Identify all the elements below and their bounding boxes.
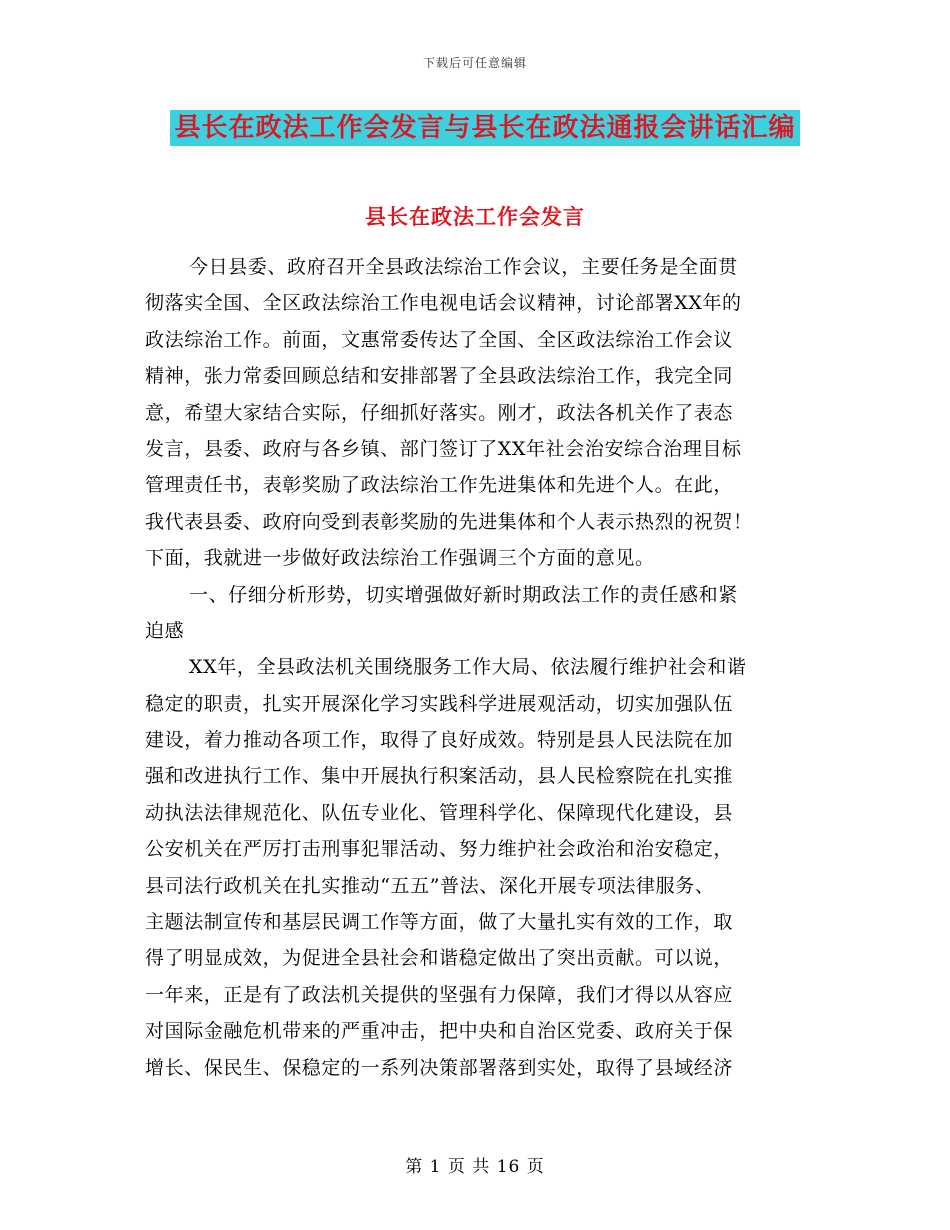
paragraph-line: 管理责任书，表彰奖励了政法综治工作先进集体和先进个人。在此， [145,474,734,497]
paragraph-line: 强和改进执行工作、集中开展执行积案活动，县人民检察院在扎实推 [145,765,734,788]
paragraph-line: 意，希望大家结合实际，仔细抓好落实。刚才，政法各机关作了表态 [145,401,734,424]
section-heading-line: 一、仔细分析形势，切实增强做好新时期政法工作的责任感和紧 [189,583,738,606]
paragraph-line: 增长、保民生、保稳定的一系列决策部署落到实处，取得了县域经济 [145,1056,734,1079]
paragraph-line: 下面，我就进一步做好政法综治工作强调三个方面的意见。 [145,547,655,570]
paragraph-line: XX年，全县政法机关围绕服务工作大局、依法履行维护社会和谐 [189,656,747,679]
body-text [145,249,800,1086]
paragraph-line: 一年来，正是有了政法机关提供的坚强有力保障，我们才得以从容应 [145,983,734,1006]
paragraph-line: 彻落实全国、全区政法综治工作电视电话会议精神，讨论部署XX年的 [145,292,742,315]
paragraph-line: 县司法行政机关在扎实推动“五五”普法、深化开展专项法律服务、 [145,874,715,897]
paragraph-line: 主题法制宣传和基层民调工作等方面，做了大量扎实有效的工作，取 [145,911,734,934]
paragraph-line: 今日县委、政府召开全县政法综治工作会议，主要任务是全面贯 [189,256,738,278]
paragraph-line: 政法综治工作。前面，文惠常委传达了全国、全区政法综治工作会议 [145,328,734,351]
section-heading-line: 迫感 [145,619,185,642]
paragraph-line: 对国际金融危机带来的严重冲击，把中央和自治区党委、政府关于保 [145,1020,734,1043]
page-number-footer: 第 1 页 共 16 页 [405,1157,545,1177]
main-title-container [0,110,950,146]
paragraph-line: 建设，着力推动各项工作，取得了良好成效。特别是县人民法院在加 [145,729,734,752]
paragraph-line: 稳定的职责，扎实开展深化学习实践科学进展观活动，切实加强队伍 [145,692,734,715]
paragraph-line: 动执法法律规范化、队伍专业化、管理科学化、保障现代化建设，县 [145,801,734,824]
paragraph-line: 发言，县委、政府与各乡镇、部门签订了XX年社会治安综合治理目标 [145,437,742,460]
sub-title: 县长在政法工作会发言 [365,204,585,229]
paragraph-line: 得了明显成效，为促进全县社会和谐稳定做出了突出贡献。可以说， [145,947,734,970]
paragraph-line: 公安机关在严厉打击刑事犯罪活动、努力维护社会政治和治安稳定， [145,838,734,861]
paragraph-line: 精神，张力常委回顾总结和安排部署了全县政法综治工作，我完全同 [145,365,734,388]
paragraph-line: 我代表县委、政府向受到表彰奖励的先进集体和个人表示热烈的祝贺！ [145,510,753,533]
header-note: 下载后可任意编辑 [422,56,527,70]
main-title: 县长在政法工作会发言与县长在政法通报会讲话汇编 [170,110,799,146]
